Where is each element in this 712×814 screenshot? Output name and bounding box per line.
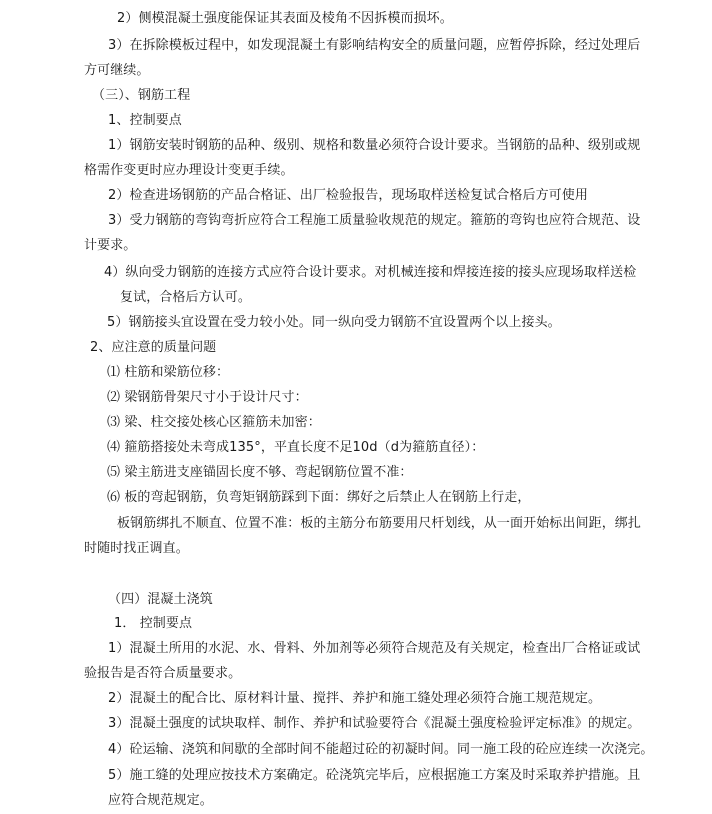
list-item: ⑵ 梁钢筋骨架尺寸小于设计尺寸： xyxy=(107,390,308,405)
paragraph-line: 应符合规范规定。 xyxy=(108,793,213,808)
paragraph-line: 计要求。 xyxy=(84,238,137,253)
paragraph-line: 4）纵向受力钢筋的连接方式应符合设计要求。对机械连接和焊接连接的接头应现场取样送检 xyxy=(104,265,637,280)
paragraph-line: 板钢筋绑扎不顺直、位置不准：板的主筋分布筋要用尺杆划线，从一面开始标出间距，绑扎 xyxy=(117,516,642,531)
paragraph-line: 方可继续。 xyxy=(84,63,150,78)
list-item: ⑷ 箍筋搭接处未弯成135°，平直长度不足10d（d为箍筋直径）： xyxy=(107,440,485,455)
paragraph-line: 验报告是否符合质量要求。 xyxy=(84,666,242,681)
list-item: ⑶ 梁、柱交接处核心区箍筋未加密： xyxy=(107,415,321,430)
paragraph-line: 1）混凝土所用的水泥、水、骨料、外加剂等必须符合规范及有关规定，检查出厂合格证或试 xyxy=(108,641,641,656)
paragraph-line: 4）砼运输、浇筑和间歇的全部时间不能超过砼的初凝时间。同一施工段的砼应连续一次浇完。 xyxy=(108,742,654,757)
paragraph-line: 3）混凝土强度的试块取样、制作、养护和试验要符合《混凝土强度检验评定标准》的规定。 xyxy=(108,716,641,731)
section-heading: （三）、钢筋工程 xyxy=(92,88,191,103)
paragraph-line: 5）钢筋接头宜设置在受力较小处。同一纵向受力钢筋不宜设置两个以上接头。 xyxy=(107,315,561,330)
list-item: ⑹ 板的弯起钢筋，负弯矩钢筋踩到下面：绑好之后禁止人在钢筋上行走， xyxy=(107,490,531,505)
paragraph-line: 3）在拆除模板过程中，如发现混凝土有影响结构安全的质量问题，应暂停拆除，经过处理后 xyxy=(108,38,641,53)
paragraph-line: 2）检查进场钢筋的产品合格证、出厂检验报告，现场取样送检复试合格后方可使用 xyxy=(108,188,588,203)
paragraph-line: 复试，合格后方认可。 xyxy=(120,290,252,305)
subsection-heading: 1． 控制要点 xyxy=(114,616,193,631)
paragraph-line: 2）侧模混凝土强度能保证其表面及棱角不因拆模而损坏。 xyxy=(117,11,453,26)
list-item: ⑸ 梁主筋进支座锚固长度不够、弯起钢筋位置不准： xyxy=(107,465,413,480)
paragraph-line: 1）钢筋安装时钢筋的品种、级别、规格和数量必须符合设计要求。当钢筋的品种、级别或规 xyxy=(108,138,641,153)
paragraph-line: 3）受力钢筋的弯钩弯折应符合工程施工质量验收规范的规定。箍筋的弯钩也应符合规范、设 xyxy=(108,213,641,228)
subsection-heading: 1、控制要点 xyxy=(108,113,182,128)
subsection-heading: 2、应注意的质量问题 xyxy=(90,340,217,355)
paragraph-line: 格需作变更时应办理设计变更手续。 xyxy=(84,163,294,178)
paragraph-line: 时随时找正调直。 xyxy=(84,541,189,556)
paragraph-line: 2）混凝土的配合比、原材料计量、搅拌、养护和施工缝处理必须符合施工规范规定。 xyxy=(108,691,602,706)
list-item: ⑴ 柱筋和梁筋位移： xyxy=(107,365,230,380)
section-heading: （四）混凝土浇筑 xyxy=(108,592,213,607)
paragraph-line: 5）施工缝的处理应按技术方案确定。砼浇筑完毕后，应根据施工方案及时采取养护措施。且 xyxy=(108,768,641,783)
